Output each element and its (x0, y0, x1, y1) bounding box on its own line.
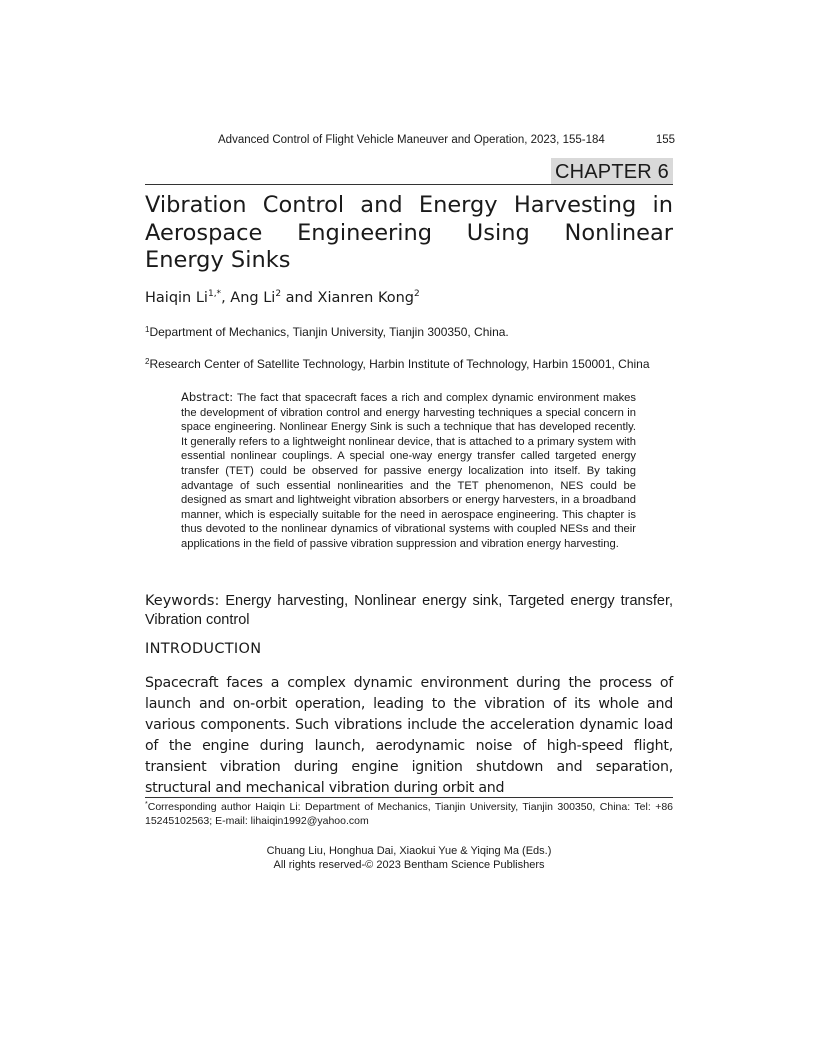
chapter-title: Vibration Control and Energy Harvesting in Aerospace Engineering Using Nonlinear Energy Sinks (145, 192, 673, 273)
author-name: Xianren Kong (317, 290, 414, 306)
chapter-label: CHAPTER 6 (551, 158, 673, 185)
footnote-label: Corresponding author Haiqin Li: (147, 801, 301, 813)
author-name: Ang Li (230, 290, 276, 306)
affiliation-text: Department of Mechanics, Tianjin University, Tianjin 300350, China. (149, 325, 509, 339)
author-affiliation-mark: 1,* (207, 289, 222, 299)
section-heading: INTRODUCTION (145, 641, 262, 657)
journal-citation: Advanced Control of Flight Vehicle Maneuver and Operation, 2023, 155-184 (218, 134, 605, 146)
author-separator: and (281, 290, 318, 306)
author-separator: , (221, 290, 231, 306)
abstract-text: The fact that spacecraft faces a rich and complex dynamic environment makes the development of vibration control and energy harvesting techniques a special concern in space engineering. Nonlinear Energy Sink is such a technique that has developed recently. It generally refers to a lightweight nonlinear device, that is attached to a primary system with essential nonlinear couplings. A special one-way energy transfer called targeted energy transfer (TET) could be observed for passive energy localization into itself. By taking advantage of such essential nonlinearities and the TET phenomenon, NES could be designed as smart and lightweight vibration absorbers or energy harvesters, in a broadband manner, which is especially suitable for the need in aerospace engineering. This chapter is thus devoted to the nonlinear dynamics of vibrational systems with coupled NESs and their applications in the field of passive vibration suppression and vibration energy harvesting. (181, 392, 636, 550)
keywords-text: Energy harvesting, Nonlinear energy sink, Targeted energy transfer, Vibration control (145, 593, 674, 628)
editor-names: Chuang Liu, Honghua Dai, Xiaokui Yue & Yiqing Ma (Eds.) (266, 845, 552, 857)
affiliation-text: Research Center of Satellite Technology, Harbin Institute of Technology, Harbin 150001, China (149, 357, 650, 371)
abstract-label: Abstract: (181, 390, 234, 404)
keywords-label: Keywords: (145, 593, 220, 609)
affiliation-mark: 2 (145, 357, 150, 366)
editors-block (145, 845, 673, 872)
body-paragraph: Spacecraft faces a complex dynamic environment during the process of launch and on-orbit operation, leading to the vibration of its whole and various components. Such vibrations include the acceleration dynamic load of the engine during launch, aerodynamic noise of high-speed flight, transient vibration during engine ignition shutdown and separation, structural and mechanical vibration during orbit and (145, 675, 673, 796)
author-list (145, 288, 420, 308)
copyright-line: All rights reserved-© 2023 Bentham Science Publishers (273, 858, 545, 871)
affiliation-mark: 1 (145, 325, 150, 334)
page-number: 155 (655, 134, 675, 146)
keywords (145, 592, 673, 630)
header-divider (145, 184, 673, 185)
affiliation-1 (145, 325, 509, 340)
author-affiliation-mark: 2 (414, 289, 420, 299)
affiliation-2 (145, 357, 650, 372)
footnote-text: Department of Mechanics, Tianjin University, Tianjin 300350, China: Tel: +86 15245102563; E-mail: lihaiqin1992@yahoo.com (145, 801, 673, 827)
abstract (181, 390, 636, 552)
footnote (145, 800, 673, 828)
author-name: Haiqin Li (145, 290, 208, 306)
author-affiliation-mark: 2 (275, 289, 282, 299)
footnote-divider (145, 797, 673, 798)
footnote-mark: * (145, 801, 148, 808)
